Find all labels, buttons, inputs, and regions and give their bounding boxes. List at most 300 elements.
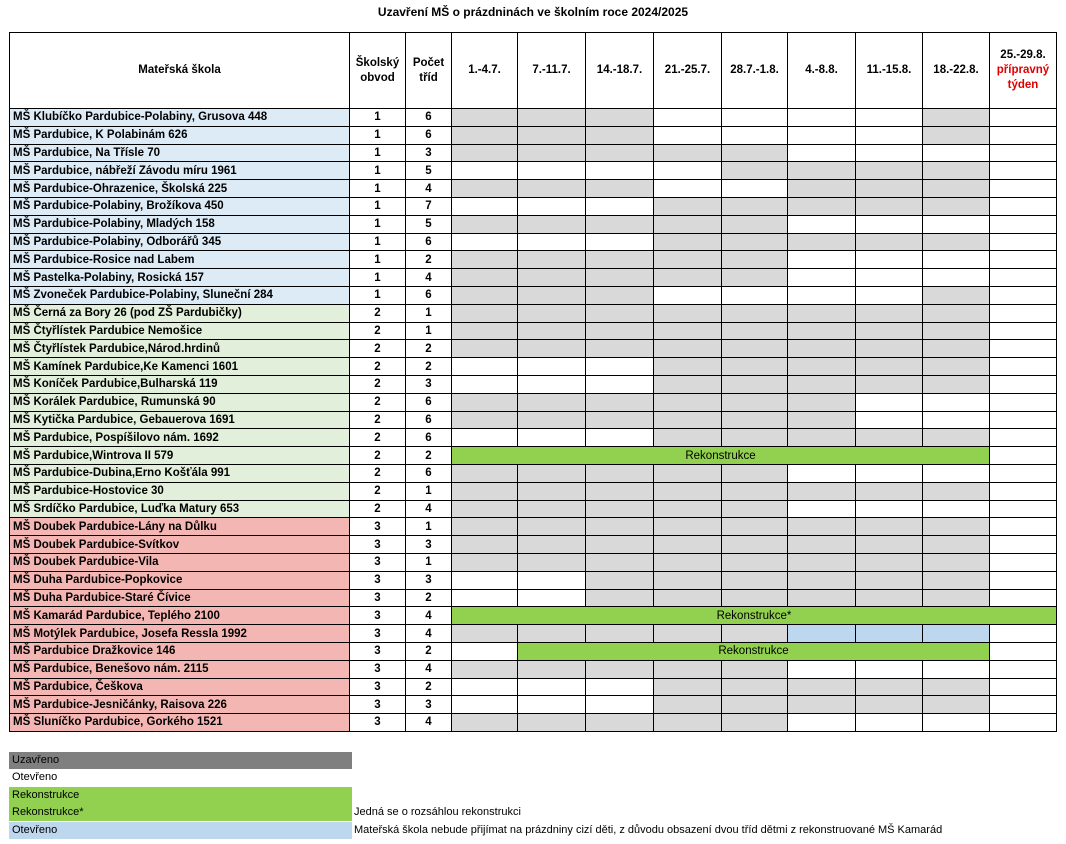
week-cell xyxy=(518,571,586,589)
week-cell xyxy=(990,251,1057,269)
week-cell xyxy=(586,215,654,233)
class-count: 3 xyxy=(406,571,452,589)
legend-note: Mateřská škola nebude přijímat na prázdniny cizí děti, z důvodu obsazení dvou tříd dětmi z rekonstruované MŠ Kamarád xyxy=(354,823,943,836)
header-classes: Počet tříd xyxy=(406,33,452,109)
reconstruction-cell: Rekonstrukce xyxy=(452,447,990,465)
school-district: 3 xyxy=(350,642,406,660)
week-cell xyxy=(586,482,654,500)
legend-item: Rekonstrukce* xyxy=(9,804,352,821)
week-cell xyxy=(990,197,1057,215)
table-row xyxy=(10,429,1057,447)
week-cell xyxy=(923,251,990,269)
week-cell xyxy=(990,429,1057,447)
table-row xyxy=(10,553,1057,571)
week-cell xyxy=(788,180,856,198)
class-count: 6 xyxy=(406,286,452,304)
header-week: 14.-18.7. xyxy=(586,33,654,109)
week-cell xyxy=(452,571,518,589)
week-cell xyxy=(856,375,923,393)
school-name: MŠ Pardubice, nábřeží Závodu míru 1961 xyxy=(10,162,350,180)
class-count: 2 xyxy=(406,340,452,358)
table-row xyxy=(10,162,1057,180)
week-cell xyxy=(586,162,654,180)
class-count: 6 xyxy=(406,126,452,144)
table-row xyxy=(10,180,1057,198)
header-district: Školský obvod xyxy=(350,33,406,109)
week-cell xyxy=(518,251,586,269)
week-cell xyxy=(923,304,990,322)
class-count: 4 xyxy=(406,714,452,732)
class-count: 3 xyxy=(406,536,452,554)
week-cell xyxy=(586,144,654,162)
week-cell xyxy=(990,322,1057,340)
week-cell xyxy=(856,269,923,287)
week-cell xyxy=(722,429,788,447)
week-cell xyxy=(586,197,654,215)
week-cell xyxy=(722,215,788,233)
week-cell xyxy=(722,126,788,144)
week-cell xyxy=(856,358,923,376)
week-cell xyxy=(654,233,722,251)
week-cell xyxy=(923,180,990,198)
week-cell xyxy=(923,286,990,304)
week-cell xyxy=(990,536,1057,554)
week-cell xyxy=(923,571,990,589)
week-cell xyxy=(452,642,518,660)
reconstruction-cell: Rekonstrukce* xyxy=(452,607,1057,625)
school-district: 2 xyxy=(350,322,406,340)
week-cell xyxy=(586,553,654,571)
week-cell xyxy=(654,358,722,376)
week-cell xyxy=(788,144,856,162)
table-row xyxy=(10,714,1057,732)
week-cell xyxy=(990,696,1057,714)
week-cell xyxy=(452,696,518,714)
class-count: 6 xyxy=(406,429,452,447)
week-cell xyxy=(654,411,722,429)
table-row xyxy=(10,393,1057,411)
week-cell xyxy=(518,589,586,607)
week-cell xyxy=(923,197,990,215)
school-district: 3 xyxy=(350,625,406,643)
week-cell xyxy=(990,358,1057,376)
week-cell xyxy=(654,696,722,714)
week-cell xyxy=(722,696,788,714)
school-name: MŠ Pardubice-Polabiny, Mladých 158 xyxy=(10,215,350,233)
week-cell xyxy=(722,500,788,518)
school-name: MŠ Pardubice, Češkova xyxy=(10,678,350,696)
week-cell xyxy=(518,358,586,376)
week-cell xyxy=(990,109,1057,127)
week-cell xyxy=(856,518,923,536)
week-cell xyxy=(856,536,923,554)
header-week: 1.-4.7. xyxy=(452,33,518,109)
week-cell xyxy=(586,358,654,376)
class-count: 6 xyxy=(406,233,452,251)
school-name: MŠ Srdíčko Pardubice, Luďka Matury 653 xyxy=(10,500,350,518)
week-cell xyxy=(722,233,788,251)
week-cell xyxy=(518,429,586,447)
class-count: 2 xyxy=(406,251,452,269)
table-row xyxy=(10,625,1057,643)
week-cell xyxy=(518,464,586,482)
week-cell xyxy=(452,393,518,411)
week-cell xyxy=(586,375,654,393)
week-cell xyxy=(990,500,1057,518)
school-district: 1 xyxy=(350,269,406,287)
week-cell xyxy=(518,304,586,322)
week-cell xyxy=(586,660,654,678)
class-count: 1 xyxy=(406,304,452,322)
week-cell xyxy=(654,536,722,554)
week-cell xyxy=(990,375,1057,393)
week-cell xyxy=(518,625,586,643)
week-cell xyxy=(452,500,518,518)
week-cell xyxy=(990,482,1057,500)
week-cell xyxy=(518,197,586,215)
school-district: 1 xyxy=(350,286,406,304)
week-cell xyxy=(788,500,856,518)
table-row xyxy=(10,500,1057,518)
week-cell xyxy=(518,322,586,340)
week-cell xyxy=(654,340,722,358)
week-cell xyxy=(654,322,722,340)
school-name: MŠ Pardubice, Benešovo nám. 2115 xyxy=(10,660,350,678)
week-cell xyxy=(990,447,1057,465)
week-cell xyxy=(856,233,923,251)
school-name: MŠ Pardubice, K Polabinám 626 xyxy=(10,126,350,144)
table-row xyxy=(10,678,1057,696)
week-cell xyxy=(788,375,856,393)
header-week: 28.7.-1.8. xyxy=(722,33,788,109)
table-row xyxy=(10,589,1057,607)
school-name: MŠ Pardubice-Dubina,Erno Košťála 991 xyxy=(10,464,350,482)
week-cell xyxy=(722,340,788,358)
week-cell xyxy=(856,286,923,304)
class-count: 6 xyxy=(406,411,452,429)
week-cell xyxy=(586,286,654,304)
week-cell xyxy=(518,375,586,393)
header-week: 21.-25.7. xyxy=(654,33,722,109)
week-cell xyxy=(856,411,923,429)
school-name: MŠ Doubek Pardubice-Vila xyxy=(10,553,350,571)
header-week: 7.-11.7. xyxy=(518,33,586,109)
week-cell xyxy=(654,429,722,447)
week-cell xyxy=(452,464,518,482)
week-cell xyxy=(518,180,586,198)
week-cell xyxy=(452,126,518,144)
school-district: 1 xyxy=(350,126,406,144)
week-cell xyxy=(452,625,518,643)
week-cell xyxy=(788,340,856,358)
school-district: 2 xyxy=(350,482,406,500)
week-cell xyxy=(923,340,990,358)
school-name: MŠ Pardubice-Rosice nad Labem xyxy=(10,251,350,269)
table-row xyxy=(10,482,1057,500)
week-cell xyxy=(722,358,788,376)
week-cell xyxy=(722,197,788,215)
week-cell xyxy=(856,696,923,714)
school-name: MŠ Pardubice,Wintrova II 579 xyxy=(10,447,350,465)
table-row xyxy=(10,642,1057,660)
week-cell xyxy=(654,589,722,607)
class-count: 4 xyxy=(406,500,452,518)
week-cell xyxy=(788,126,856,144)
week-cell xyxy=(788,536,856,554)
school-name: MŠ Korálek Pardubice, Rumunská 90 xyxy=(10,393,350,411)
week-cell xyxy=(722,482,788,500)
week-cell xyxy=(990,642,1057,660)
week-cell xyxy=(518,696,586,714)
week-cell xyxy=(923,322,990,340)
class-count: 4 xyxy=(406,269,452,287)
week-cell xyxy=(722,286,788,304)
class-count: 5 xyxy=(406,162,452,180)
week-cell xyxy=(923,375,990,393)
week-cell xyxy=(923,696,990,714)
table-row xyxy=(10,197,1057,215)
school-name: MŠ Čtyřlístek Pardubice Nemošice xyxy=(10,322,350,340)
school-district: 2 xyxy=(350,411,406,429)
week-cell xyxy=(923,358,990,376)
class-count: 3 xyxy=(406,144,452,162)
week-cell xyxy=(518,536,586,554)
week-cell xyxy=(452,375,518,393)
week-cell xyxy=(788,660,856,678)
week-cell xyxy=(654,251,722,269)
table-row xyxy=(10,696,1057,714)
week-cell xyxy=(990,678,1057,696)
table-row xyxy=(10,215,1057,233)
week-cell xyxy=(923,464,990,482)
week-cell xyxy=(586,322,654,340)
week-cell xyxy=(923,625,990,643)
school-district: 1 xyxy=(350,233,406,251)
week-cell xyxy=(722,322,788,340)
week-cell xyxy=(586,109,654,127)
week-cell xyxy=(586,251,654,269)
document-title: Uzavření MŠ o prázdninách ve školním roce 2024/2025 xyxy=(377,5,689,19)
school-district: 1 xyxy=(350,162,406,180)
class-count: 2 xyxy=(406,447,452,465)
week-cell xyxy=(923,589,990,607)
school-district: 3 xyxy=(350,553,406,571)
week-cell xyxy=(518,162,586,180)
week-cell xyxy=(586,714,654,732)
week-cell xyxy=(923,429,990,447)
week-cell xyxy=(452,589,518,607)
class-count: 3 xyxy=(406,375,452,393)
week-cell xyxy=(654,144,722,162)
week-cell xyxy=(586,589,654,607)
week-cell xyxy=(518,286,586,304)
week-cell xyxy=(788,553,856,571)
week-cell xyxy=(788,251,856,269)
week-cell xyxy=(856,571,923,589)
school-district: 2 xyxy=(350,340,406,358)
week-cell xyxy=(990,162,1057,180)
week-cell xyxy=(856,714,923,732)
legend-note: Jedná se o rozsáhlou rekonstrukci xyxy=(354,806,521,819)
week-cell xyxy=(722,571,788,589)
school-district: 3 xyxy=(350,660,406,678)
week-cell xyxy=(586,625,654,643)
week-cell xyxy=(722,375,788,393)
week-cell xyxy=(722,464,788,482)
school-district: 2 xyxy=(350,464,406,482)
week-cell xyxy=(923,233,990,251)
week-cell xyxy=(856,197,923,215)
class-count: 2 xyxy=(406,642,452,660)
week-cell xyxy=(856,180,923,198)
class-count: 4 xyxy=(406,180,452,198)
school-name: MŠ Koníček Pardubice,Bulharská 119 xyxy=(10,375,350,393)
header-last-week-dates: 25.-29.8. xyxy=(1000,49,1046,61)
week-cell xyxy=(452,109,518,127)
class-count: 3 xyxy=(406,696,452,714)
week-cell xyxy=(923,482,990,500)
week-cell xyxy=(722,589,788,607)
school-district: 1 xyxy=(350,197,406,215)
table-body xyxy=(10,109,1057,732)
week-cell xyxy=(788,286,856,304)
week-cell xyxy=(586,411,654,429)
class-count: 7 xyxy=(406,197,452,215)
school-name: MŠ Duha Pardubice-Popkovice xyxy=(10,571,350,589)
week-cell xyxy=(856,464,923,482)
week-cell xyxy=(788,714,856,732)
table-row xyxy=(10,375,1057,393)
week-cell xyxy=(788,322,856,340)
school-name: MŠ Pardubice-Polabiny, Odborářů 345 xyxy=(10,233,350,251)
week-cell xyxy=(452,233,518,251)
week-cell xyxy=(452,322,518,340)
school-district: 2 xyxy=(350,375,406,393)
week-cell xyxy=(452,304,518,322)
school-district: 3 xyxy=(350,571,406,589)
week-cell xyxy=(518,482,586,500)
table-row xyxy=(10,269,1057,287)
week-cell xyxy=(856,678,923,696)
week-cell xyxy=(923,109,990,127)
week-cell xyxy=(586,180,654,198)
week-cell xyxy=(990,233,1057,251)
week-cell xyxy=(990,269,1057,287)
week-cell xyxy=(856,304,923,322)
class-count: 2 xyxy=(406,358,452,376)
school-name: MŠ Motýlek Pardubice, Josefa Ressla 1992 xyxy=(10,625,350,643)
week-cell xyxy=(788,197,856,215)
week-cell xyxy=(990,340,1057,358)
week-cell xyxy=(586,233,654,251)
week-cell xyxy=(856,429,923,447)
table-row xyxy=(10,304,1057,322)
week-cell xyxy=(654,162,722,180)
school-name: MŠ Pardubice-Jesničánky, Raisova 226 xyxy=(10,696,350,714)
week-cell xyxy=(990,411,1057,429)
legend-item: Rekonstrukce xyxy=(9,787,352,804)
school-district: 3 xyxy=(350,678,406,696)
school-district: 2 xyxy=(350,358,406,376)
week-cell xyxy=(518,269,586,287)
table-row xyxy=(10,536,1057,554)
class-count: 4 xyxy=(406,607,452,625)
week-cell xyxy=(654,286,722,304)
week-cell xyxy=(856,589,923,607)
week-cell xyxy=(452,180,518,198)
table-row xyxy=(10,518,1057,536)
week-cell xyxy=(990,215,1057,233)
week-cell xyxy=(856,340,923,358)
school-district: 1 xyxy=(350,144,406,162)
week-cell xyxy=(586,500,654,518)
week-cell xyxy=(452,144,518,162)
week-cell xyxy=(788,625,856,643)
header-last-week-note: přípravný týden xyxy=(996,64,1050,91)
table-row xyxy=(10,660,1057,678)
week-cell xyxy=(452,714,518,732)
week-cell xyxy=(923,500,990,518)
week-cell xyxy=(722,411,788,429)
week-cell xyxy=(856,126,923,144)
week-cell xyxy=(452,678,518,696)
week-cell xyxy=(586,126,654,144)
week-cell xyxy=(518,109,586,127)
week-cell xyxy=(788,162,856,180)
week-cell xyxy=(788,233,856,251)
week-cell xyxy=(923,714,990,732)
table-row xyxy=(10,322,1057,340)
week-cell xyxy=(518,714,586,732)
week-cell xyxy=(990,180,1057,198)
week-cell xyxy=(722,714,788,732)
week-cell xyxy=(856,322,923,340)
week-cell xyxy=(518,233,586,251)
week-cell xyxy=(990,518,1057,536)
week-cell xyxy=(923,393,990,411)
week-cell xyxy=(722,162,788,180)
week-cell xyxy=(518,393,586,411)
header-week: 18.-22.8. xyxy=(923,33,990,109)
table-row xyxy=(10,464,1057,482)
week-cell xyxy=(856,393,923,411)
school-name: MŠ Zvoneček Pardubice-Polabiny, Sluneční 284 xyxy=(10,286,350,304)
week-cell xyxy=(654,375,722,393)
week-cell xyxy=(856,660,923,678)
school-name: MŠ Pastelka-Polabiny, Rosická 157 xyxy=(10,269,350,287)
week-cell xyxy=(654,464,722,482)
week-cell xyxy=(990,393,1057,411)
school-district: 1 xyxy=(350,109,406,127)
week-cell xyxy=(452,553,518,571)
table-row xyxy=(10,411,1057,429)
week-cell xyxy=(518,126,586,144)
school-name: MŠ Čtyřlístek Pardubice,Národ.hrdinů xyxy=(10,340,350,358)
school-district: 3 xyxy=(350,696,406,714)
week-cell xyxy=(654,126,722,144)
week-cell xyxy=(722,678,788,696)
week-cell xyxy=(586,304,654,322)
week-cell xyxy=(990,660,1057,678)
week-cell xyxy=(452,660,518,678)
school-name: MŠ Pardubice-Polabiny, Brožíkova 450 xyxy=(10,197,350,215)
week-cell xyxy=(586,678,654,696)
week-cell xyxy=(990,126,1057,144)
week-cell xyxy=(788,518,856,536)
table-row xyxy=(10,126,1057,144)
week-cell xyxy=(722,536,788,554)
week-cell xyxy=(788,411,856,429)
